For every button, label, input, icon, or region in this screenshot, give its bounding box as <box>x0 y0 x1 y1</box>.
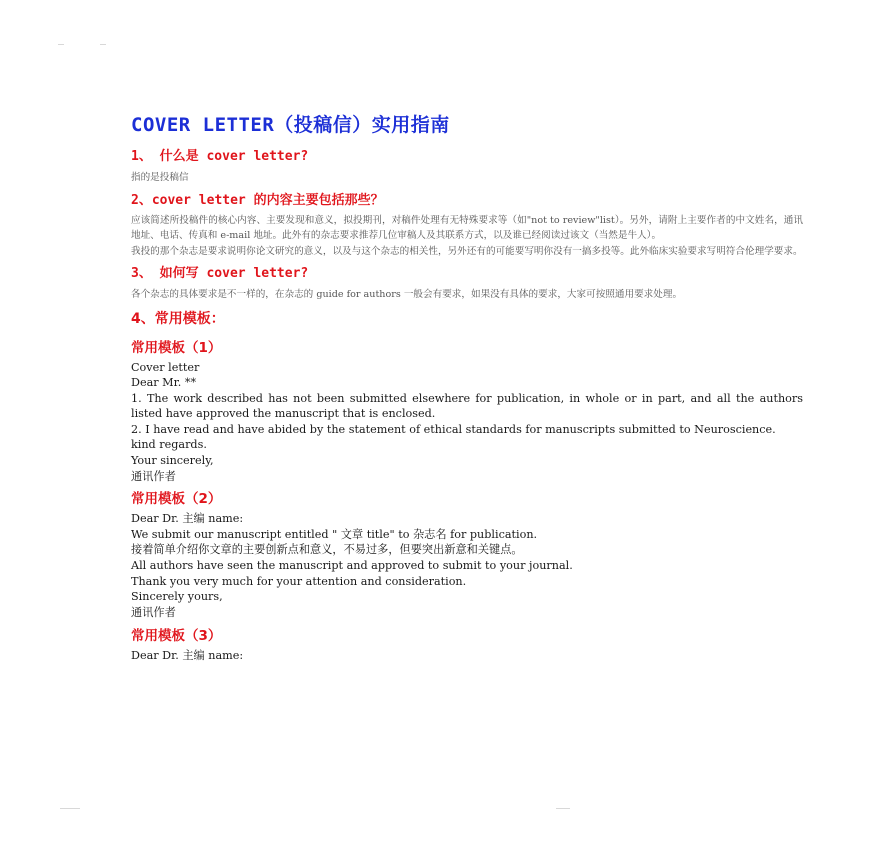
section-3-text: 各个杂志的具体要求是不一样的，在杂志的 guide for authors 一般会有要求，如果没有具体的要求，大家可按照通用要求处理。 <box>131 289 683 300</box>
scan-artifact <box>556 808 570 809</box>
template-line: 1. The work described has not been submitted elsewhere for publication, in whole or in part, and all the authors listed have approved the manuscript that is enclosed. <box>131 391 803 421</box>
section-1-text: 指的是投稿信 <box>131 172 189 183</box>
template-line: Thank you very much for your attention and consideration. <box>131 574 467 588</box>
section-2-heading: 2、cover letter 的内容主要包括那些？ <box>131 192 384 208</box>
template-line: Dear Dr. 主编 name: <box>131 512 244 526</box>
section-2-paragraph-2: 我投的那个杂志是要求说明你论文研究的意义，以及与这个杂志的相关性，另外还有的可能要写明你没有一搞多投等。此外临床实验要求写明符合伦理学要求。 <box>131 245 803 257</box>
template-line: Sincerely yours, <box>131 590 223 604</box>
template-3-heading: 常用模板（3） <box>131 628 222 645</box>
document-title: COVER LETTER（投稿信）实用指南 <box>131 114 450 136</box>
template-line: Dear Mr. ** <box>131 376 197 390</box>
template-line: 通讯作者 <box>131 469 176 483</box>
template-2-heading: 常用模板（2） <box>131 491 222 508</box>
template-line: 2. I have read and have abided by the statement of ethical standards for manuscripts submitted to Neuroscience. <box>131 422 776 436</box>
template-line: Dear Dr. 主编 name: <box>131 649 244 663</box>
section-4-heading: 4、常用模板： <box>131 310 225 327</box>
document-content <box>131 112 803 664</box>
section-3-heading: 3、 如何写 cover letter? <box>131 266 309 281</box>
template-line: 通讯作者 <box>131 605 176 619</box>
template-2-body <box>131 511 803 620</box>
scan-artifact <box>60 808 80 809</box>
template-1-heading: 常用模板（1） <box>131 339 222 356</box>
template-line: We submit our manuscript entitled " 文章 title" to 杂志名 for publication. <box>131 527 538 541</box>
template-line: kind regards. <box>131 438 207 452</box>
template-line: Cover letter <box>131 360 200 374</box>
section-1-heading: 1、 什么是 cover letter? <box>131 149 309 164</box>
template-3-body <box>131 648 803 664</box>
section-2-paragraph-1: 应该简述所投稿件的核心内容、主要发现和意义，拟投期刊，对稿件处理有无特殊要求等（如"not to review"list）。另外，请附上主要作者的中文姓名，通讯地址、电话、传真和 e-mail 地址。此外有的杂志要求推荐几位审稿人及其联系方式，以及谁已经阅读过该文（当然是牛人）。 <box>131 214 803 241</box>
template-1-body <box>131 360 803 485</box>
template-line: 接着简单介绍你文章的主要创新点和意义，不易过多，但要突出新意和关键点。 <box>131 543 523 557</box>
scan-artifact <box>58 44 64 45</box>
template-line: All authors have seen the manuscript and approved to submit to your journal. <box>131 559 573 573</box>
template-line: Your sincerely, <box>131 454 214 468</box>
scan-artifact <box>100 44 106 45</box>
